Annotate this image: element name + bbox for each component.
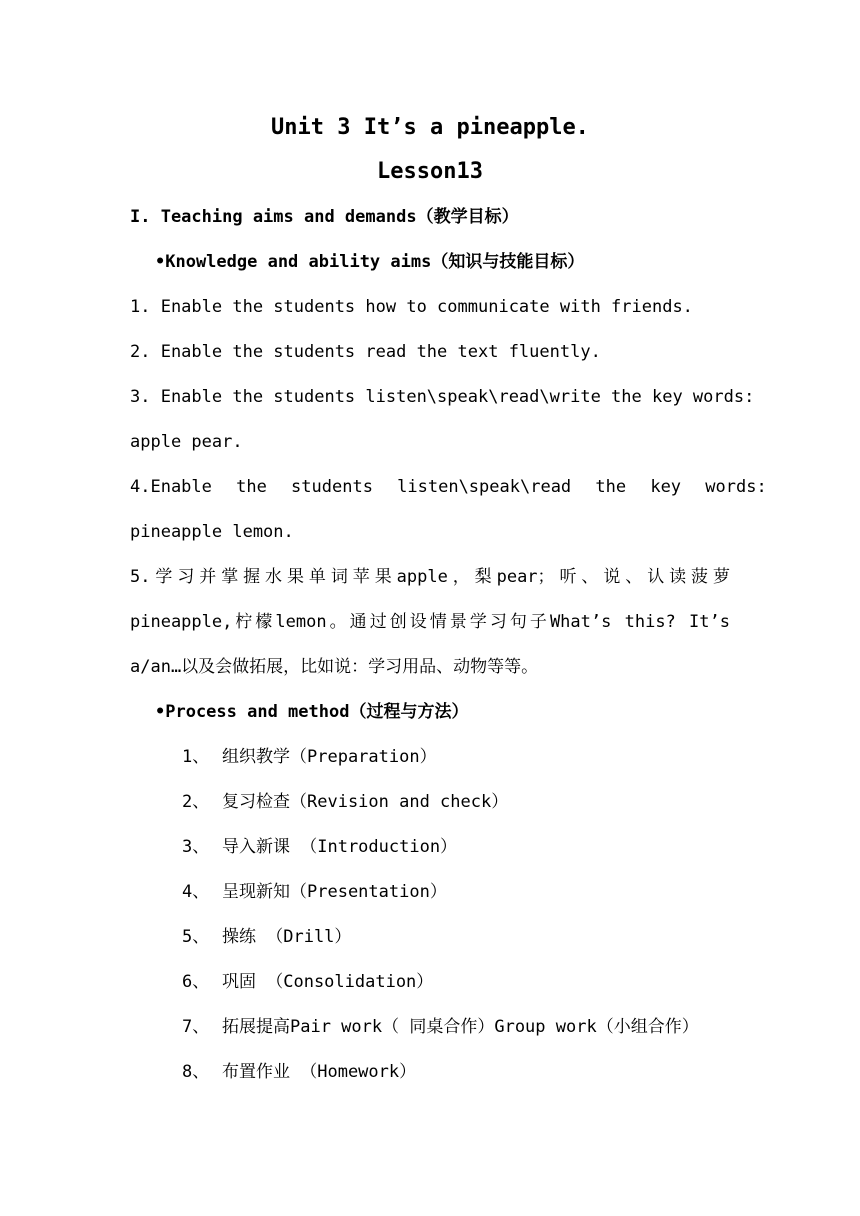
step-number: 6、 (182, 972, 210, 992)
step-text: 呈现新知（Presentation） (222, 882, 447, 902)
step-number: 5、 (182, 927, 210, 947)
step-number: 2、 (182, 792, 210, 812)
aim-item-3: 3. Enable the students listen\speak\read\write the key words: (130, 387, 755, 407)
step-text: 组织教学（Preparation） (222, 747, 437, 767)
process-step (182, 1061, 742, 1083)
step-text: 操练 （Drill） (222, 927, 352, 947)
step-number: 3、 (182, 837, 210, 857)
process-step (182, 746, 742, 768)
process-step (182, 1016, 742, 1038)
aim-item-5: 5.学习并掌握水果单词苹果apple，梨pear；听、说、认读菠萝 (130, 567, 730, 587)
step-text: 复习检查（Revision and check） (222, 792, 509, 812)
process-method-heading: •Process and method（过程与方法） (155, 702, 469, 722)
process-step (182, 926, 742, 948)
lesson-title: Lesson13 (377, 159, 483, 184)
step-number: 8、 (182, 1062, 210, 1082)
process-step (182, 971, 742, 993)
step-text: 拓展提高Pair work（ 同桌合作）Group work（小组合作） (222, 1017, 699, 1037)
aim-item-4: 4.Enable the students listen\speak\read the key words: (130, 477, 767, 497)
step-text: 导入新课 （Introduction） (222, 837, 458, 857)
step-number: 1、 (182, 747, 210, 767)
aim-item-3-continued: apple pear. (130, 432, 243, 452)
unit-title: Unit 3 It’s a pineapple. (271, 115, 589, 140)
step-text: 布置作业 （Homework） (222, 1062, 417, 1082)
step-text: 巩固 （Consolidation） (222, 972, 434, 992)
process-step (182, 881, 742, 903)
step-number: 7、 (182, 1017, 210, 1037)
knowledge-aims-heading: •Knowledge and ability aims（知识与技能目标） (155, 252, 585, 272)
section-heading-teaching-aims: I. Teaching aims and demands（教学目标） (130, 207, 519, 227)
process-step (182, 836, 742, 858)
aim-item-5-continued-2: a/an…以及会做拓展，比如说：学习用品、动物等等。 (130, 657, 539, 677)
process-step (182, 791, 742, 813)
aim-item-2: 2. Enable the students read the text fluently. (130, 342, 601, 362)
step-number: 4、 (182, 882, 210, 902)
aim-item-4-continued: pineapple lemon. (130, 522, 294, 542)
aim-item-1: 1. Enable the students how to communicate with friends. (130, 297, 693, 317)
aim-item-5-continued: pineapple,柠檬lemon。通过创设情景学习句子What’s this? It’s (130, 612, 730, 632)
